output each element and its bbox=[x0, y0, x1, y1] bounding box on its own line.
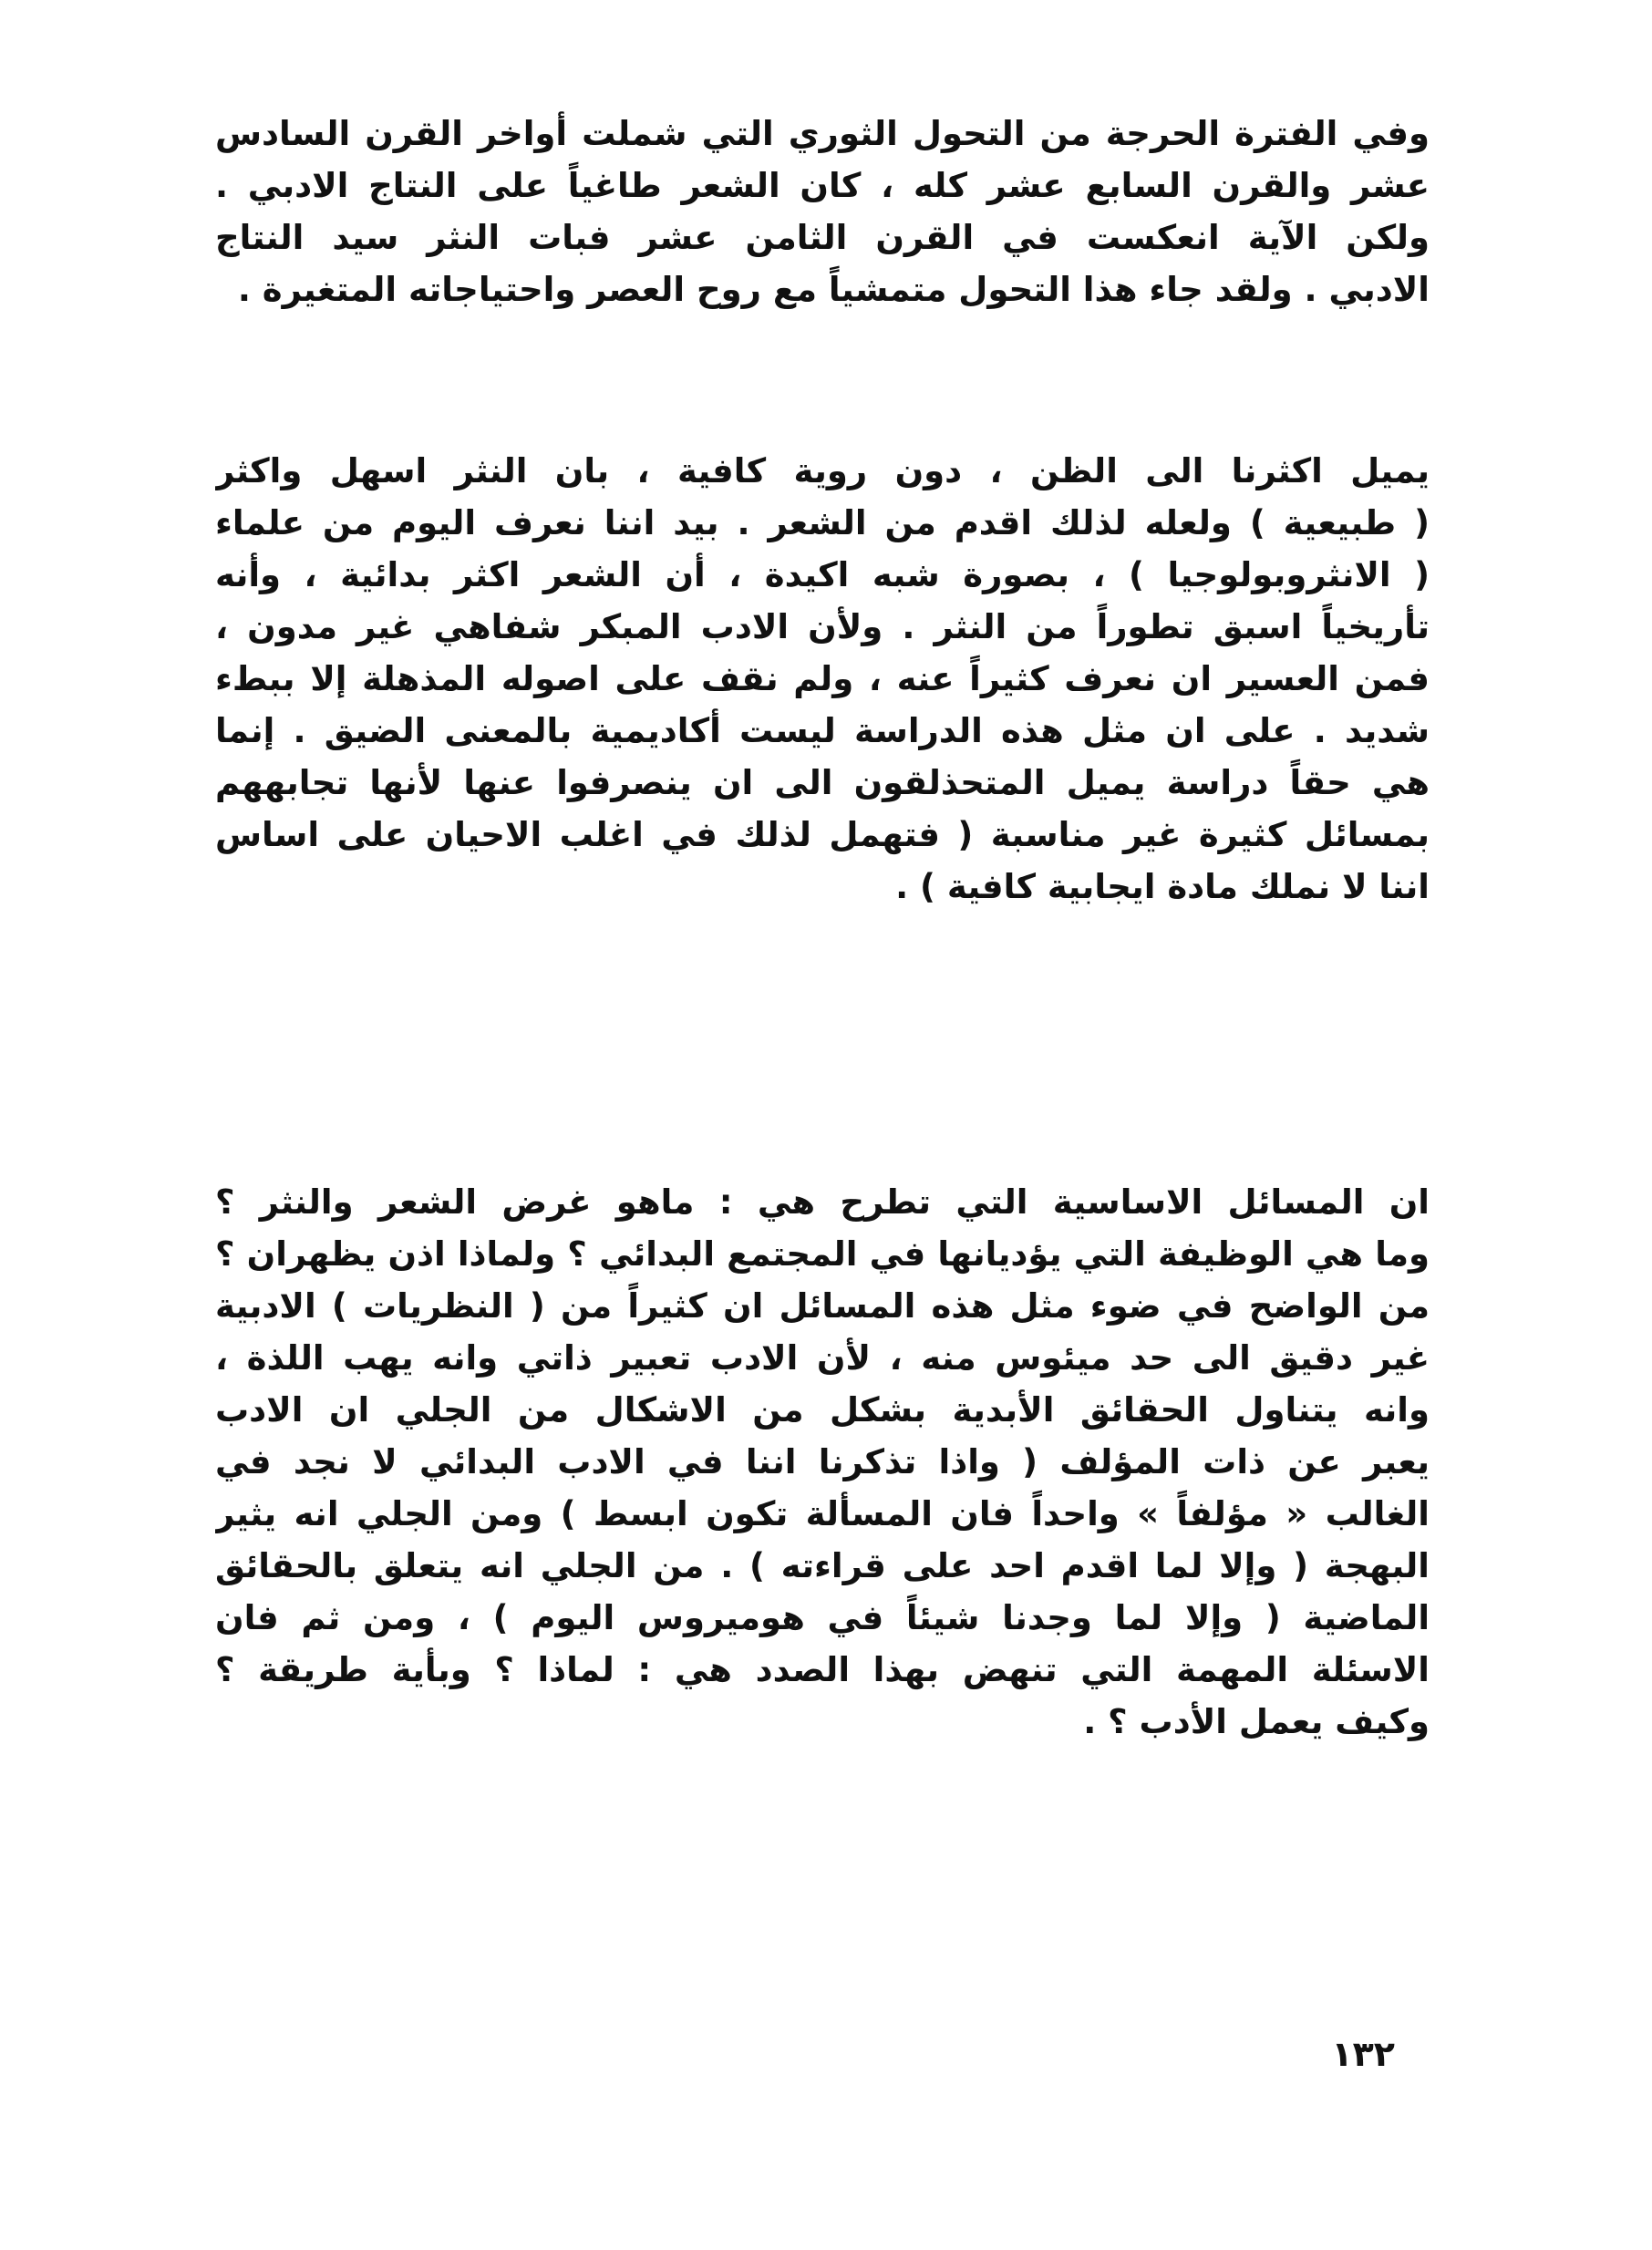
text-line: يميل اكثرنا الى الظن ، دون روية كافية ، بان النثر اسهل واكثر bbox=[215, 451, 1430, 490]
text-line: اننا لا نملك مادة ايجابية كافية ) . bbox=[895, 867, 1430, 906]
text-line: فمن العسير ان نعرف كثيراً عنه ، ولم نقف على اصوله المذهلة إلا ببطء bbox=[215, 659, 1430, 698]
text-line: ان المسائل الاساسية التي تطرح هي : ماهو غرض الشعر والنثر ؟ bbox=[215, 1182, 1430, 1222]
text-line: بمسائل كثيرة غير مناسبة ( فتهمل لذلك في اغلب الاحيان على اساس bbox=[215, 815, 1430, 854]
text-line: الاسئلة المهمة التي تنهض بهذا الصدد هي : لماذا ؟ وبأية طريقة ؟ bbox=[215, 1650, 1430, 1689]
text-line: من الواضح في ضوء مثل هذه المسائل ان كثيراً من ( النظريات ) الادبية bbox=[215, 1286, 1430, 1326]
text-line: وانه يتناول الحقائق الأبدية بشكل من الاشكال من الجلي ان الادب bbox=[215, 1390, 1430, 1429]
paragraph-3 bbox=[215, 1176, 1430, 1748]
page-number: ١٣٢ bbox=[1331, 2034, 1395, 2074]
text-line: شديد . على ان مثل هذه الدراسة ليست أكاديمية بالمعنى الضيق . إنما bbox=[215, 711, 1430, 750]
text-line: عشر والقرن السابع عشر كله ، كان الشعر طاغياً على النتاج الادبي . bbox=[215, 166, 1430, 205]
text-line: البهجة ( وإلا لما اقدم احد على قراءته ) . من الجلي انه يتعلق بالحقائق bbox=[215, 1546, 1430, 1585]
text-line: الغالب « مؤلفاً » واحداً فان المسألة تكون ابسط ) ومن الجلي انه يثير bbox=[215, 1494, 1430, 1533]
text-line: الماضية ( وإلا لما وجدنا شيئاً في هوميروس اليوم ) ، ومن ثم فان bbox=[215, 1598, 1430, 1637]
text-line: ( الانثروبولوجيا ) ، بصورة شبه اكيدة ، أن الشعر اكثر بدائية ، وأنه bbox=[215, 555, 1430, 594]
text-line: ولكن الآية انعكست في القرن الثامن عشر فبات النثر سيد النتاج bbox=[215, 218, 1430, 257]
text-line: ( طبيعية ) ولعله لذلك اقدم من الشعر . بيد اننا نعرف اليوم من علماء bbox=[215, 503, 1430, 542]
paragraph-2 bbox=[215, 445, 1430, 913]
text-line: وفي الفترة الحرجة من التحول الثوري التي شملت أواخر القرن السادس bbox=[215, 114, 1430, 153]
text-line: وما هي الوظيفة التي يؤديانها في المجتمع البدائي ؟ ولماذا اذن يظهران ؟ bbox=[215, 1234, 1430, 1274]
text-line: يعبر عن ذات المؤلف ( واذا تذكرنا اننا في الادب البدائي لا نجد في bbox=[215, 1442, 1430, 1481]
text-line: هي حقاً دراسة يميل المتحذلقون الى ان ينصرفوا عنها لأنها تجابههم bbox=[215, 763, 1430, 802]
text-line: وكيف يعمل الأدب ؟ . bbox=[1083, 1702, 1430, 1741]
text-line: تأريخياً اسبق تطوراً من النثر . ولأن الادب المبكر شفاهي غير مدون ، bbox=[215, 607, 1430, 646]
text-line: غير دقيق الى حد ميئوس منه ، لأن الادب تعبير ذاتي وانه يهب اللذة ، bbox=[215, 1338, 1430, 1378]
text-line: الادبي . ولقد جاء هذا التحول متمشياً مع روح العصر واحتياجاته المتغيرة . bbox=[237, 270, 1430, 309]
paragraph-1 bbox=[215, 108, 1430, 315]
